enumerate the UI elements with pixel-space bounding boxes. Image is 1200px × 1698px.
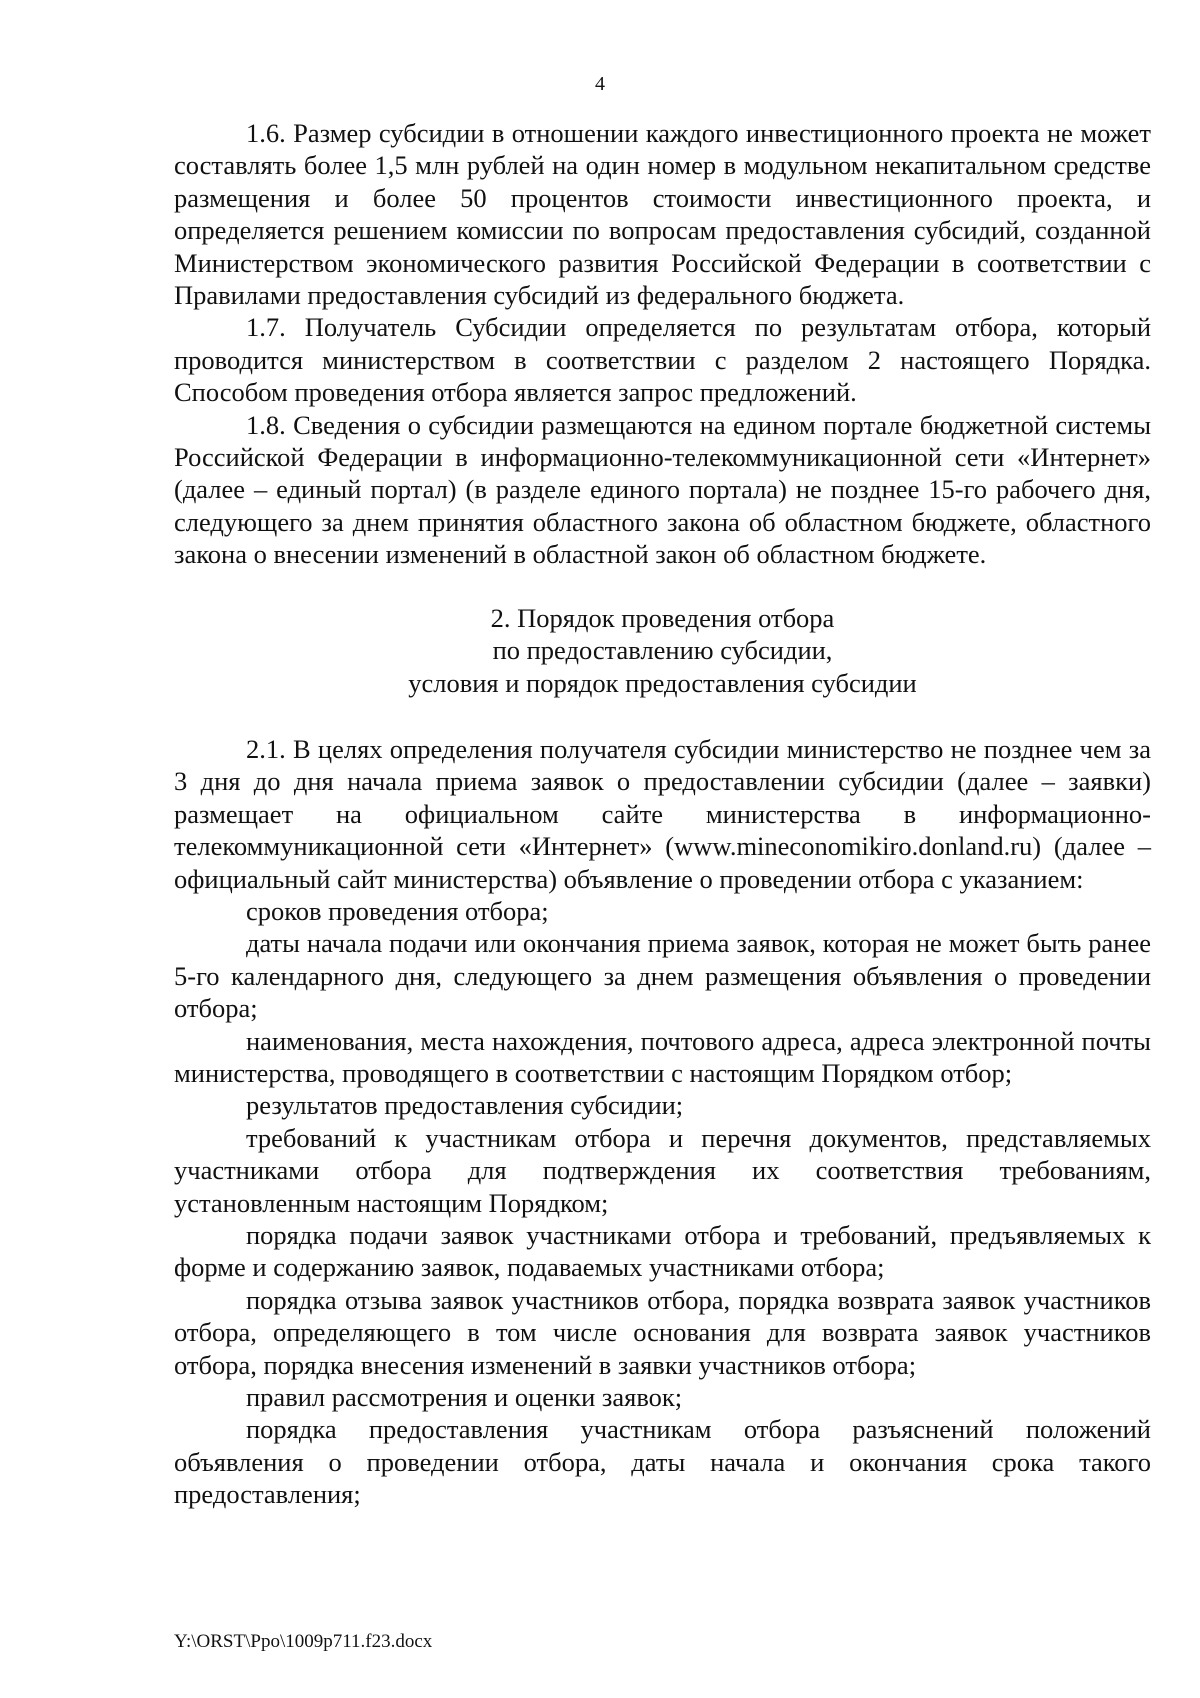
section-heading-line-3: условия и порядок предоставления субсидии [408,667,917,698]
document-body [174,117,1151,1511]
list-item: правил рассмотрения и оценки заявок; [246,1382,683,1413]
list-item: требований к участникам отбора и перечня документов, представляемых участниками отбора для подтверждения их соответствия требованиям, установленным настоящим Порядком; [174,1122,1151,1218]
paragraph-1-8: 1.8. Сведения о субсидии размещаются на едином портале бюджетной системы Российской Федерации в информационно-телекоммуникационной сети «Интернет» (далее – единый портал) (в разделе единого портала) не позднее 15-го рабочего дня, следующего за днем принятия областного закона об областном бюджете, областного закона о внесении изменений в областной закон об областном бюджете. [174,409,1151,570]
list-item: сроков проведения отбора; [246,895,549,926]
paragraph-1-7: 1.7. Получатель Субсидии определяется по результатам отбора, который проводится министерством в соответствии с разделом 2 настоящего Порядка. Способом проведения отбора является запрос предложений. [174,312,1151,408]
list-item: порядка подачи заявок участниками отбора и требований, предъявляемых к форме и содержанию заявок, подаваемых участниками отбора; [174,1220,1151,1283]
section-heading-line-2: по предоставлению субсидии, [492,635,833,666]
section-heading [174,602,1151,699]
list-item: порядка отзыва заявок участников отбора, порядка возврата заявок участников отбора, определяющего в том числе основания для возврата заявок участников отбора, порядка внесения изменений в заявки участников отбора; [174,1284,1151,1380]
page-number: 4 [595,73,605,95]
paragraph-2-1: 2.1. В целях определения получателя субсидии министерство не позднее чем за 3 дня до дня начала приема заявок о предоставлении субсидии (далее – заявки) размещает на официальном сайте министерства в информационно-телекоммуникационной сети «Интернет» (www.mineconomikiro.donland.ru) (далее – официальный сайт министерства) объявление о проведении отбора с указанием: [174,733,1151,894]
list-item: даты начала подачи или окончания приема заявок, которая не может быть ранее 5-го календарного дня, следующего за днем размещения объявления о проведении отбора; [174,928,1151,1024]
list-item: наименования, места нахождения, почтового адреса, адреса электронной почты министерства, проводящего в соответствии с настоящим Порядком отбор; [174,1025,1151,1088]
file-path-footer: Y:\ORST\Ppo\1009p711.f23.docx [174,1631,433,1652]
list-item: порядка предоставления участникам отбора разъяснений положений объявления о проведении отбора, даты начала и окончания срока такого предоставления; [174,1414,1151,1510]
list-item: результатов предоставления субсидии; [246,1090,684,1121]
paragraph-1-6: 1.6. Размер субсидии в отношении каждого инвестиционного проекта не может составлять более 1,5 млн рублей на один номер в модульном некапитальном средстве размещения и более 50 процентов стоимости инвестиционного проекта, и определяется решением комиссии по вопросам предоставления субсидий, созданной Министерством экономического развития Российской Федерации в соответствии с Правилами предоставления субсидий из федерального бюджета. [174,118,1151,311]
section-heading-line-1: 2. Порядок проведения отбора [490,602,835,633]
